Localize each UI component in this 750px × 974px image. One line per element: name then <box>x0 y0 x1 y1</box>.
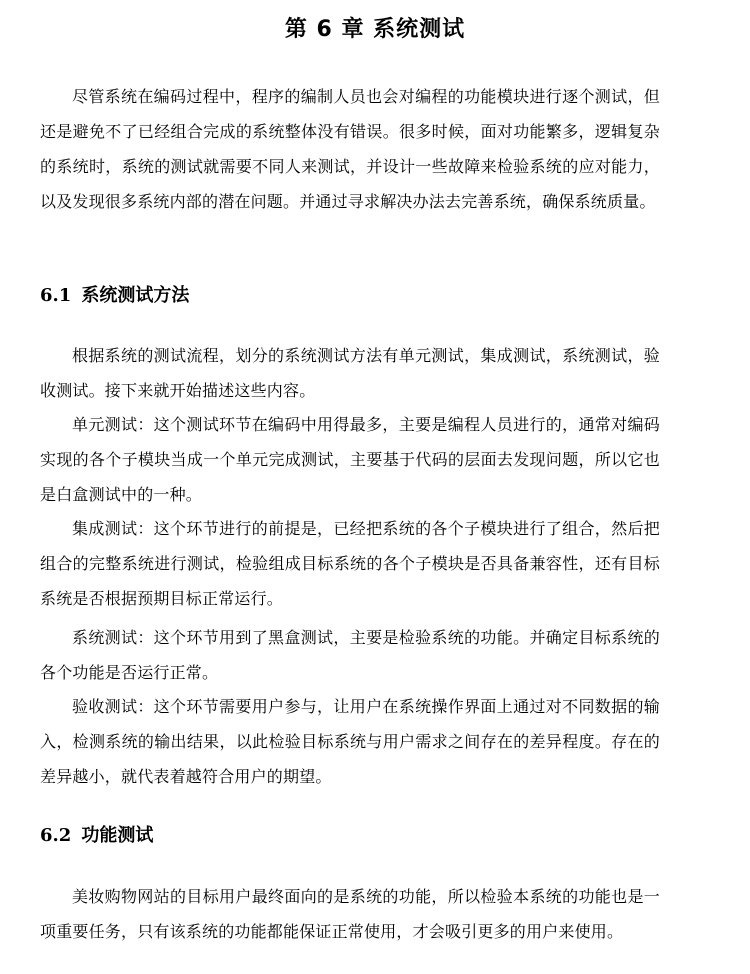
intro-paragraph: 尽管系统在编码过程中，程序的编制人员也会对编程的功能模块进行逐个测试，但还是避免不了已经组合完成的系统整体没有错误。很多时候，面对功能繁多，逻辑复杂的系统时，系统的测试就需要不同人来测试，并设计一些故障来检验系统的应对能力，以及发现很多系统内部的潜在问题。并通过寻求解决办法去完善系统，确保系统质量。 <box>40 87 660 211</box>
section-6-2-paragraph-1: 美妆购物网站的目标用户最终面向的是系统的功能，所以检验本系统的功能也是一项重要任务，只有该系统的功能都能保证正常使用，才会吸引更多的用户来使用。 <box>40 887 660 941</box>
section-6-1-paragraph-acceptance-test: 验收测试：这个环节需要用户参与，让用户在系统操作界面上通过对不同数据的输入，检测系统的输出结果，以此检验目标系统与用户需求之间存在的差异程度。存在的差异越小，就代表着越符合用户的期望。 <box>40 697 660 786</box>
section-6-1-paragraph-system-test: 系统测试：这个环节用到了黑盒测试，主要是检验系统的功能。并确定目标系统的各个功能是否运行正常。 <box>40 628 660 682</box>
section-6-1-number: 6.1 <box>40 285 72 306</box>
section-6-2-title: 功能测试 <box>81 825 154 846</box>
chapter-title: 第 6 章 系统测试 <box>284 17 466 42</box>
section-6-1-title: 系统测试方法 <box>81 285 190 306</box>
section-6-2-heading <box>40 822 720 850</box>
section-6-1-paragraph-1: 根据系统的测试流程，划分的系统测试方法有单元测试，集成测试，系统测试，验收测试。接下来就开始描述这些内容。 <box>40 346 660 400</box>
section-6-1-paragraph-integration-test: 集成测试：这个环节进行的前提是，已经把系统的各个子模块进行了组合，然后把组合的完整系统进行测试，检验组成目标系统的各个子模块是否具备兼容性，还有目标系统是否根据预期目标正常运行。 <box>40 519 660 608</box>
section-6-2-number: 6.2 <box>40 825 72 846</box>
section-6-1-paragraph-unit-test: 单元测试：这个测试环节在编码中用得最多，主要是编程人员进行的，通常对编码实现的各个子模块当成一个单元完成测试，主要基于代码的层面去发现问题，所以它也是白盒测试中的一种。 <box>40 415 660 504</box>
section-6-1-heading <box>40 282 720 310</box>
